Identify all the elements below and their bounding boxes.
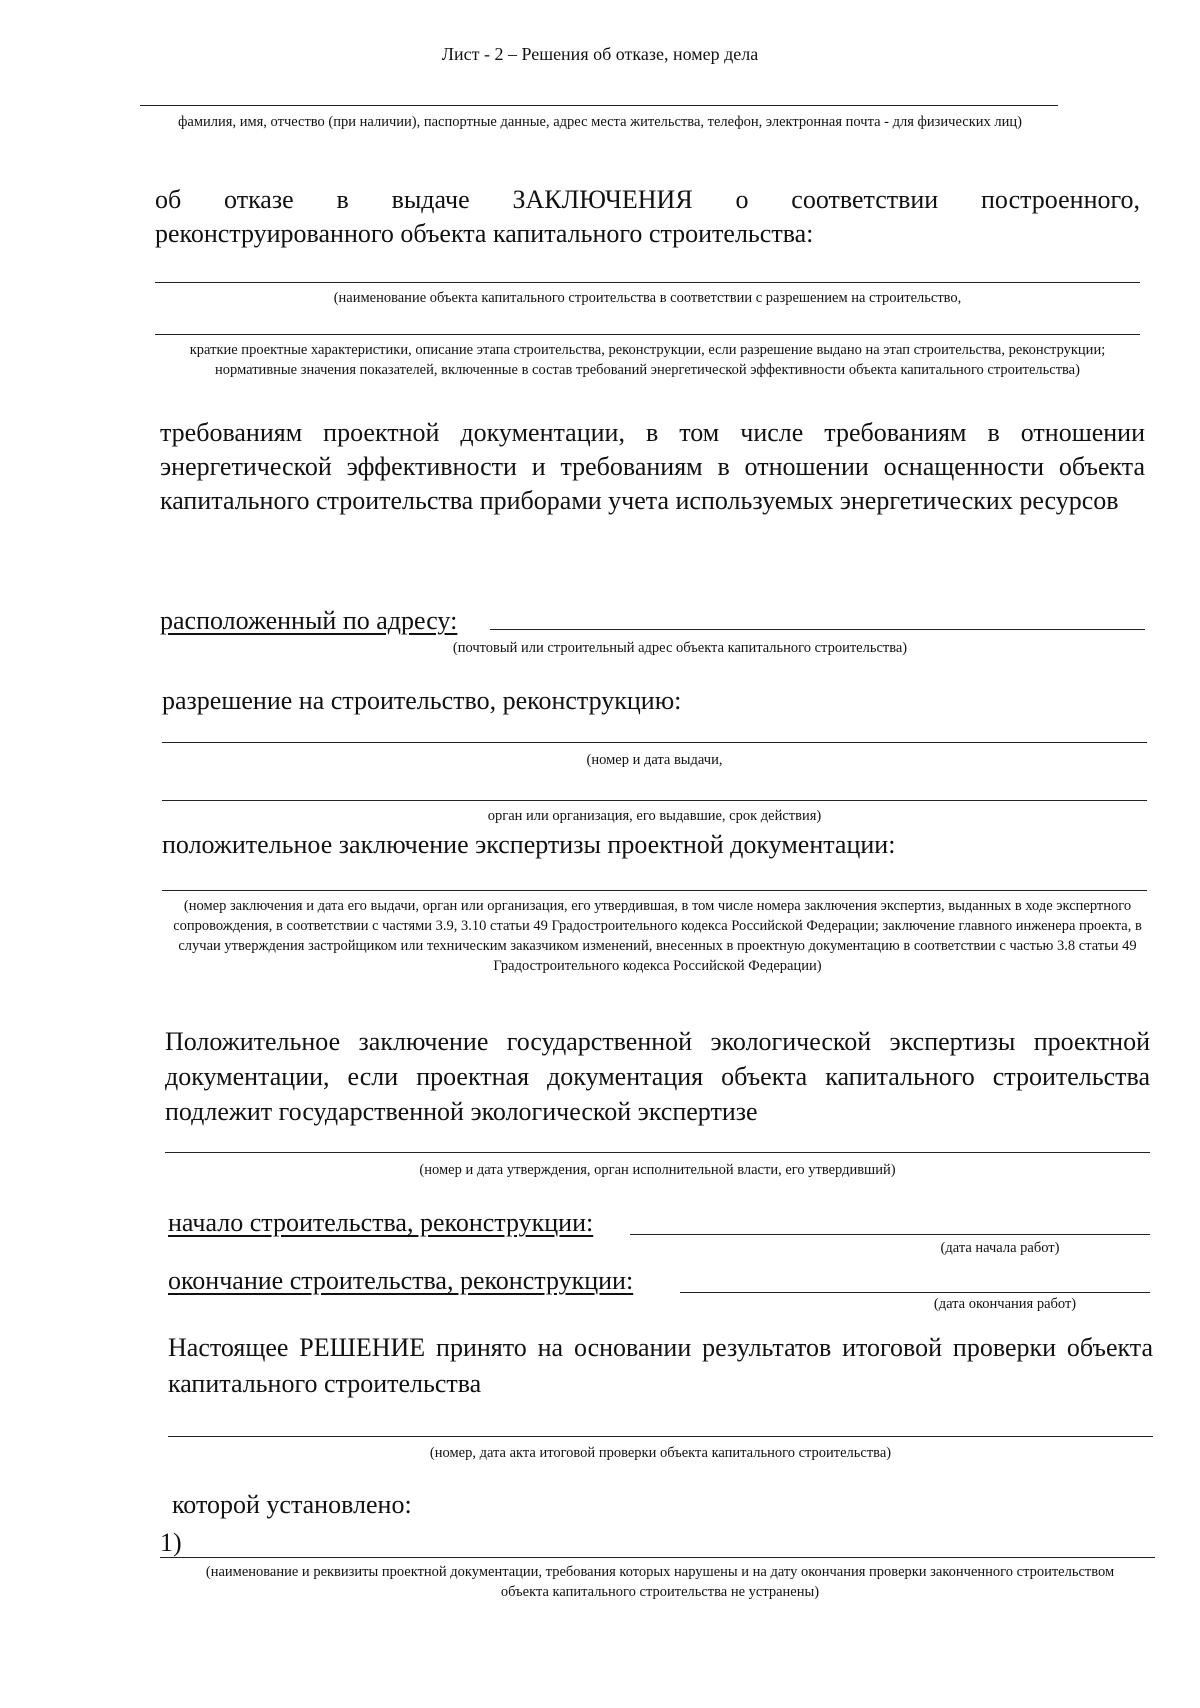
expertise-caption: (номер заключения и дата его выдачи, орган или организация, его утвердившая, в том числе номера заключения экспертиз, выданных в ходе экспертного сопровождения, в соответствии с частями 3.9, 3.10 статьи 49 Градостроительного кодекса Российской Федерации; заключение главного инженера проекта, в случаи утверждения застройщиком или техническим заказчиком изменений, внесенных в проектную документацию в соответствии с частью 3.8 статьи 49 Градостроительного кодекса Российской Федерации) <box>173 898 1142 974</box>
permit-caption-2: орган или организация, его выдавшие, срок действия) <box>487 808 822 824</box>
object-caption-2: краткие проектные характеристики, описание этапа строительства, реконструкции, если разрешение выдано на этап строительства, реконструкции; нормативные значения показателей, включенные в состав требований энергетической эффективности объекта капитального строительства) <box>189 342 1106 378</box>
start-caption: (дата начала работ) <box>940 1240 1060 1256</box>
decision-caption: (номер, дата акта итоговой проверки объекта капитального строительства) <box>429 1445 892 1461</box>
established-label: которой установлено: <box>172 1490 412 1519</box>
start-line <box>630 1234 1150 1235</box>
refusal-line-2: реконструированного объекта капитального строительства: <box>155 219 814 248</box>
applicant-caption: фамилия, имя, отчество (при наличии), паспортные данные, адрес места жительства, телефон, электронная почта - для физических лиц) <box>178 114 1022 130</box>
permit-line-1 <box>162 742 1147 743</box>
end-caption: (дата окончания работ) <box>933 1296 1077 1312</box>
requirements-text: требованиям проектной документации, в том числе требованиям в отношении энергетической эффективности и требованиям в отношении оснащенности объекта капитального строительства приборами учета используемых энергетических ресурсов <box>160 418 1145 515</box>
expertise-label: положительное заключение экспертизы проектной документации: <box>162 830 896 859</box>
object-caption-1: (наименование объекта капитального строительства в соответствии с разрешением на строительство, <box>333 290 962 306</box>
object-name-line <box>155 282 1140 283</box>
permit-caption-1: (номер и дата выдачи, <box>586 752 723 768</box>
ecology-line <box>165 1152 1150 1153</box>
item-line <box>160 1557 1155 1558</box>
page-header: Лист - 2 – Решения об отказе, номер дела <box>441 44 759 64</box>
address-caption: (почтовый или строительный адрес объекта капитального строительства) <box>452 640 908 656</box>
established-caption: (наименование и реквизиты проектной документации, требования которых нарушены и на дату окончания проверки законченного строительством объекта капитального строительства не устранены) <box>205 1564 1115 1600</box>
address-label: расположенный по адресу: <box>160 606 458 635</box>
address-line <box>490 629 1145 630</box>
applicant-line <box>140 105 1058 106</box>
decision-text: Настоящее РЕШЕНИЕ принято на основании результатов итоговой проверки объекта капитального строительства <box>168 1333 1153 1398</box>
end-label: окончание строительства, реконструкции: <box>168 1266 634 1295</box>
refusal-line-1: об отказе в выдаче ЗАКЛЮЧЕНИЯ о соответствии построенного, <box>155 185 1140 214</box>
ecology-caption: (номер и дата утверждения, орган исполнительной власти, его утвердивший) <box>419 1162 896 1178</box>
start-label: начало строительства, реконструкции: <box>168 1208 594 1237</box>
expertise-line <box>162 890 1147 891</box>
object-details-line <box>155 334 1140 335</box>
end-line <box>680 1292 1150 1293</box>
permit-label: разрешение на строительство, реконструкцию: <box>162 686 682 715</box>
decision-line <box>168 1436 1153 1437</box>
permit-line-2 <box>162 800 1147 801</box>
ecology-text: Положительное заключение государственной экологической экспертизы проектной документации, если проектная документация объекта капитального строительства подлежит государственной экологической экспертизе <box>165 1027 1150 1126</box>
item-number: 1) <box>160 1528 182 1557</box>
